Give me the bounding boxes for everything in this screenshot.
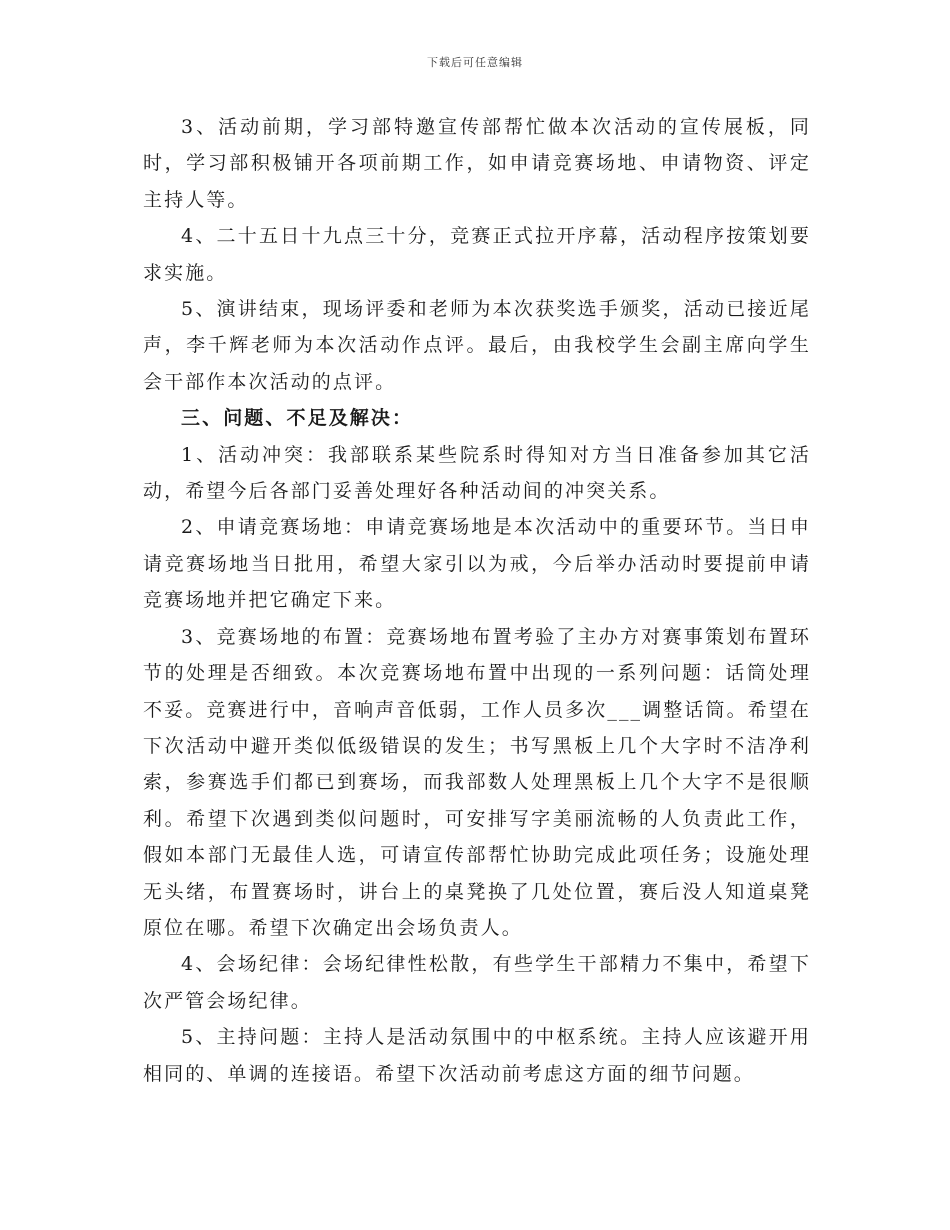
section-heading: 三、问题、不足及解决： <box>181 407 414 430</box>
paragraph-venue-discipline: 4、会场纪律：会场纪律性松散，有些学生干部精力不集中，希望下次严管会场纪律。 <box>143 953 811 1012</box>
paragraph-venue-application: 2、申请竞赛场地：申请竞赛场地是本次活动中的重要环节。当日申请竞赛场地当日批用，希望大家引以为戒，今后举办活动时要提前申请竞赛场地并把它确定下来。 <box>143 516 811 612</box>
paragraph-host-issue: 5、主持问题：主持人是活动氛围中的中枢系统。主持人应该避开用相同的、单调的连接语。希望下次活动前考虑这方面的细节问题。 <box>143 1026 811 1085</box>
paragraph-venue-layout: 3、竞赛场地的布置：竞赛场地布置考验了主办方对赛事策划布置环节的处理是否细致。本次竞赛场地布置中出现的一系列问题：话筒处理不妥。竞赛进行中，音响声音低弱，工作人员多次___调整话筒。希望在下次活动中避开类似低级错误的发生；书写黑板上几个大字时不洁净利索，参赛选手们都已到赛场，而我部数人处理黑板上几个大字不是很顺利。希望下次遇到类似问题时，可安排写字美丽流畅的人负责此工作，假如本部门无最佳人选，可请宣传部帮忙协助完成此项任务；设施处理无头绪，布置赛场时，讲台上的桌凳换了几处位置，赛后没人知道桌凳原位在哪。希望下次确定出会场负责人。 <box>143 625 811 939</box>
paragraph-closing: 5、演讲结束，现场评委和老师为本次获奖选手颁奖，活动已接近尾声，李千辉老师为本次活动作点评。最后，由我校学生会副主席向学生会干部作本次活动的点评。 <box>143 298 811 393</box>
page-header: 下载后可任意编辑 <box>427 56 523 69</box>
document-body <box>143 109 811 1092</box>
paragraph-opening: 4、二十五日十九点三十分，竞赛正式拉开序幕，活动程序按策划要求实施。 <box>143 225 811 284</box>
paragraph-preparation: 3、活动前期，学习部特邀宣传部帮忙做本次活动的宣传展板，同时，学习部积极铺开各项前期工作，如申请竞赛场地、申请物资、评定主持人等。 <box>143 116 811 211</box>
paragraph-activity-conflict: 1、活动冲突：我部联系某些院系时得知对方当日准备参加其它活动，希望今后各部门妥善处理好各种活动间的冲突关系。 <box>143 443 811 503</box>
